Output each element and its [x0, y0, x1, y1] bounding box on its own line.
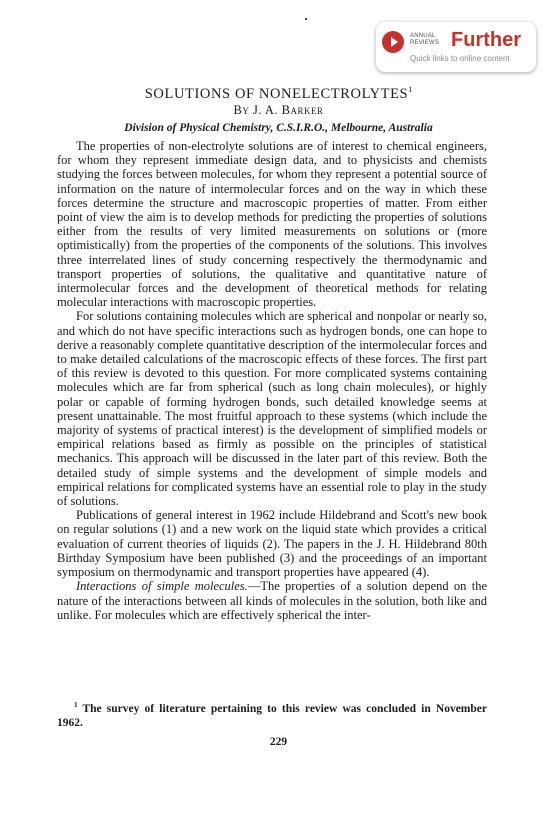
paragraph-1: The properties of non-electrolyte solutions are of interest to chemical engineers, for whom they represent immediate design data, and to physicists and chemists studying the forces between molecules, for whom they represent a potential source of information on the nature of intermolecular forces and on the way in which these forces determine the structure and macroscopic properties of matter. From either point of view the aim is to develop methods for predicting the properties of solutions either from the results of very limited measurements on solutions or (more optimistically) from the properties of the components of the solutions. This involves three interrelated lines of study concerning respectively the thermodynamic and transport properties of solutions, the qualitative and quantitative nature of intermolecular forces and the development of theoretical methods for relating molecular interactions with macroscopic properties. — [57, 139, 487, 310]
badge-tagline: Quick links to online content — [410, 54, 510, 63]
badge-brand: Further — [451, 29, 521, 51]
paragraph-2: For solutions containing molecules which are spherical and nonpolar or nearly so, and which do not have specific interactions such as hydrogen bonds, one can hope to derive a reasonably complete quantitative description of the intermolecular forces and to make detailed calculations of the macroscopic effects of these forces. The first part of this review is devoted to this question. For more complicated systems containing molecules which are far from spherical (such as long chain molecules), or highly polar or capable of forming hydrogen bonds, such detailed knowledge seems at present unattainable. The most fruitful approach to these systems (which include the majority of systems of practical interest) is the development of simplified models or empirical relations based as firmly as possible on the principles of statistical mechanics. This approach will be discussed in the later part of this review. Both the detailed study of simple systems and the development of simple models and empirical relations for complicated systems have an essential role to play in the study of solutions. — [57, 309, 487, 509]
author-line — [0, 103, 557, 118]
author-prefix: By — [233, 103, 250, 117]
footnote-text: The survey of literature pertaining to this review was concluded in November 1962. — [57, 702, 487, 729]
scan-speck — [305, 18, 307, 20]
badge-publisher: ANNUAL REVIEWS — [410, 33, 440, 46]
paragraph-4 — [57, 579, 487, 622]
page-number: 229 — [269, 736, 288, 748]
title-footnote-marker[interactable]: 1 — [408, 85, 413, 94]
author-name: J. A. Barker — [252, 103, 324, 117]
article-title-text: SOLUTIONS OF NONELECTROLYTES — [144, 85, 409, 102]
footnote-marker: 1 — [74, 701, 78, 709]
footnote — [57, 698, 487, 730]
article-body — [57, 139, 487, 622]
further-badge[interactable] — [376, 22, 536, 72]
play-arrow-icon — [382, 31, 404, 53]
article-title — [0, 81, 557, 103]
author-affiliation: Division of Physical Chemistry, C.S.I.R.O., Melbourne, Australia — [124, 122, 433, 134]
paragraph-3: Publications of general interest in 1962 include Hildebrand and Scott's new book on regular solutions (1) and a new work on the liquid state which provides a critical evaluation of current theories of liquids (2). The papers in the J. H. Hildebrand 80th Birthday Symposium have been published (3) and the proceedings of an important symposium on thermodynamic and transport properties have appeared (4). — [57, 508, 487, 580]
section-heading: Interactions of simple molecules. — [76, 579, 248, 594]
paragraph-4-text: —The properties of a solution depend on the nature of the interactions between all kinds of molecules in the solution, both like and unlike. For molecules which are effectively spherical the inter- — [57, 579, 488, 622]
